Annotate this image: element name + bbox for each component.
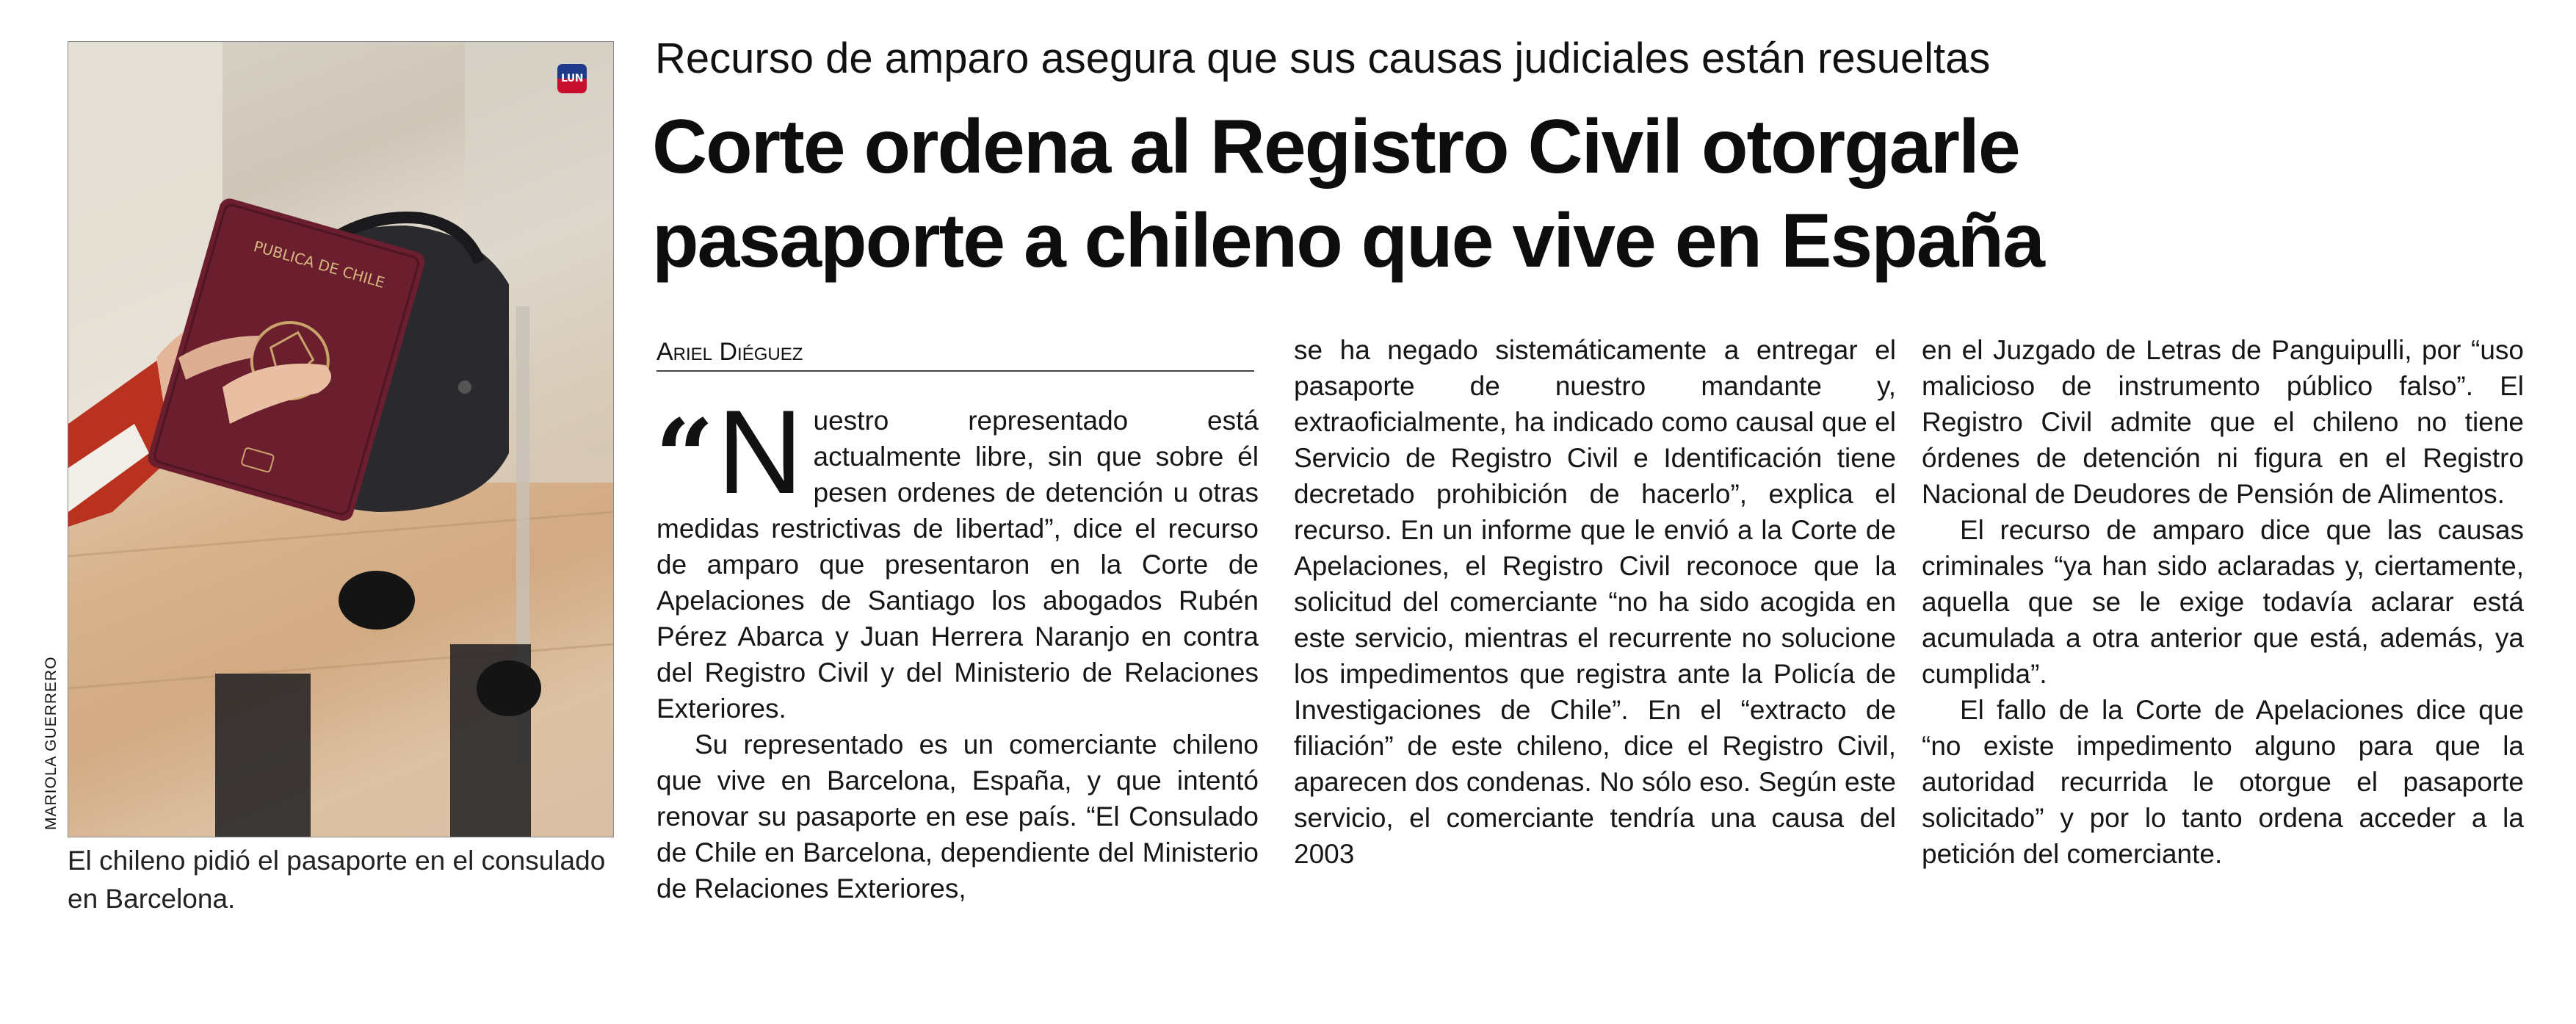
article-column-2 [1294,332,1896,872]
headline-line-1: Corte ordena al Registro Civil otorgarle [652,104,2019,190]
paragraph: en el Juzgado de Letras de Panguipulli, por “uso malicioso de instrumento público falso”. El Registro Civil admite que el chileno no tiene órdenes de detención ni figura en el Registro Nacional de Deudores de Pensión de Alimentos. [1922,335,2524,509]
drop-cap-quote: “ [655,397,710,518]
paragraph [655,386,1259,726]
photo-credit: MARIOLA GUERRERO [43,656,59,830]
passport-photo-illustration [68,42,613,837]
headline [652,100,2414,288]
kicker: Recurso de amparo asegura que sus causas judiciales están resueltas [655,35,1991,82]
paragraph: se ha negado sistemáticamente a entregar el pasaporte de nuestro mandante y, extraoficialmente, ha indicado como causal que el Servicio de Registro Civil e Identificación tiene decretado prohibición de hacerlo”, explica el recurso. En un informe que le envió a la Corte de Apelaciones, el Registro Civil reconoce que la solicitud del comerciante “no ha sido acogida en este servicio, mientras el recurrente no solucione los impedimentos que registra ante la Policía de Investigaciones de Chile”. En el “extracto de filiación” de este chileno, dice el Registro Civil, aparecen dos condenas. No sólo eso. Según este servicio, el comerciante tendría una causa del 2003 [1294,335,1896,869]
photo-caption: El chileno pidió el pasaporte en el consulado en Barcelona. [68,845,606,914]
article-column-3 [1922,332,2524,872]
byline: Ariel Diéguez [656,336,1254,372]
paragraph: El recurso de amparo dice que las causas criminales “ya han sido aclaradas y, ciertamente, aquella que se le exige todavía aclarar está acumulada a otra anterior que está, además, ya cumplida”. [1922,515,2524,689]
drop-cap [655,386,803,519]
article-column-1 [655,386,1259,906]
headline-line-2: pasaporte a chileno que vive en España [652,198,2044,284]
svg-text:PUBLICA DE CHILE: PUBLICA DE CHILE [251,237,387,292]
article-photo [68,41,614,837]
paragraph: El fallo de la Corte de Apelaciones dice que “no existe impedimento alguno para que la autoridad recurrida le otorgue el pasaporte solicitado” y por lo tanto ordena acceder a la petición del comerciante. [1922,695,2524,869]
lun-logo: LUN [557,64,587,93]
paragraph-text: uestro representado está actualmente libre, sin que sobre él pesen ordenes de detención u otras medidas restrictivas de libertad”, dice el recurso de amparo que presentaron en la Corte de Apelaciones de Santiago los abogados Rubén Pérez Abarca y Juan Herrera Naranjo en contra del Registro Civil y del Ministerio de Relaciones Exteriores. [656,405,1259,724]
paragraph: Su representado es un comerciante chileno que vive en Barcelona, España, y que intentó renovar su pasaporte en ese país. “El Consulado de Chile en Barcelona, dependiente del Ministerio de Relaciones Exteriores, [656,729,1259,904]
drop-cap-letter: N [717,386,803,519]
